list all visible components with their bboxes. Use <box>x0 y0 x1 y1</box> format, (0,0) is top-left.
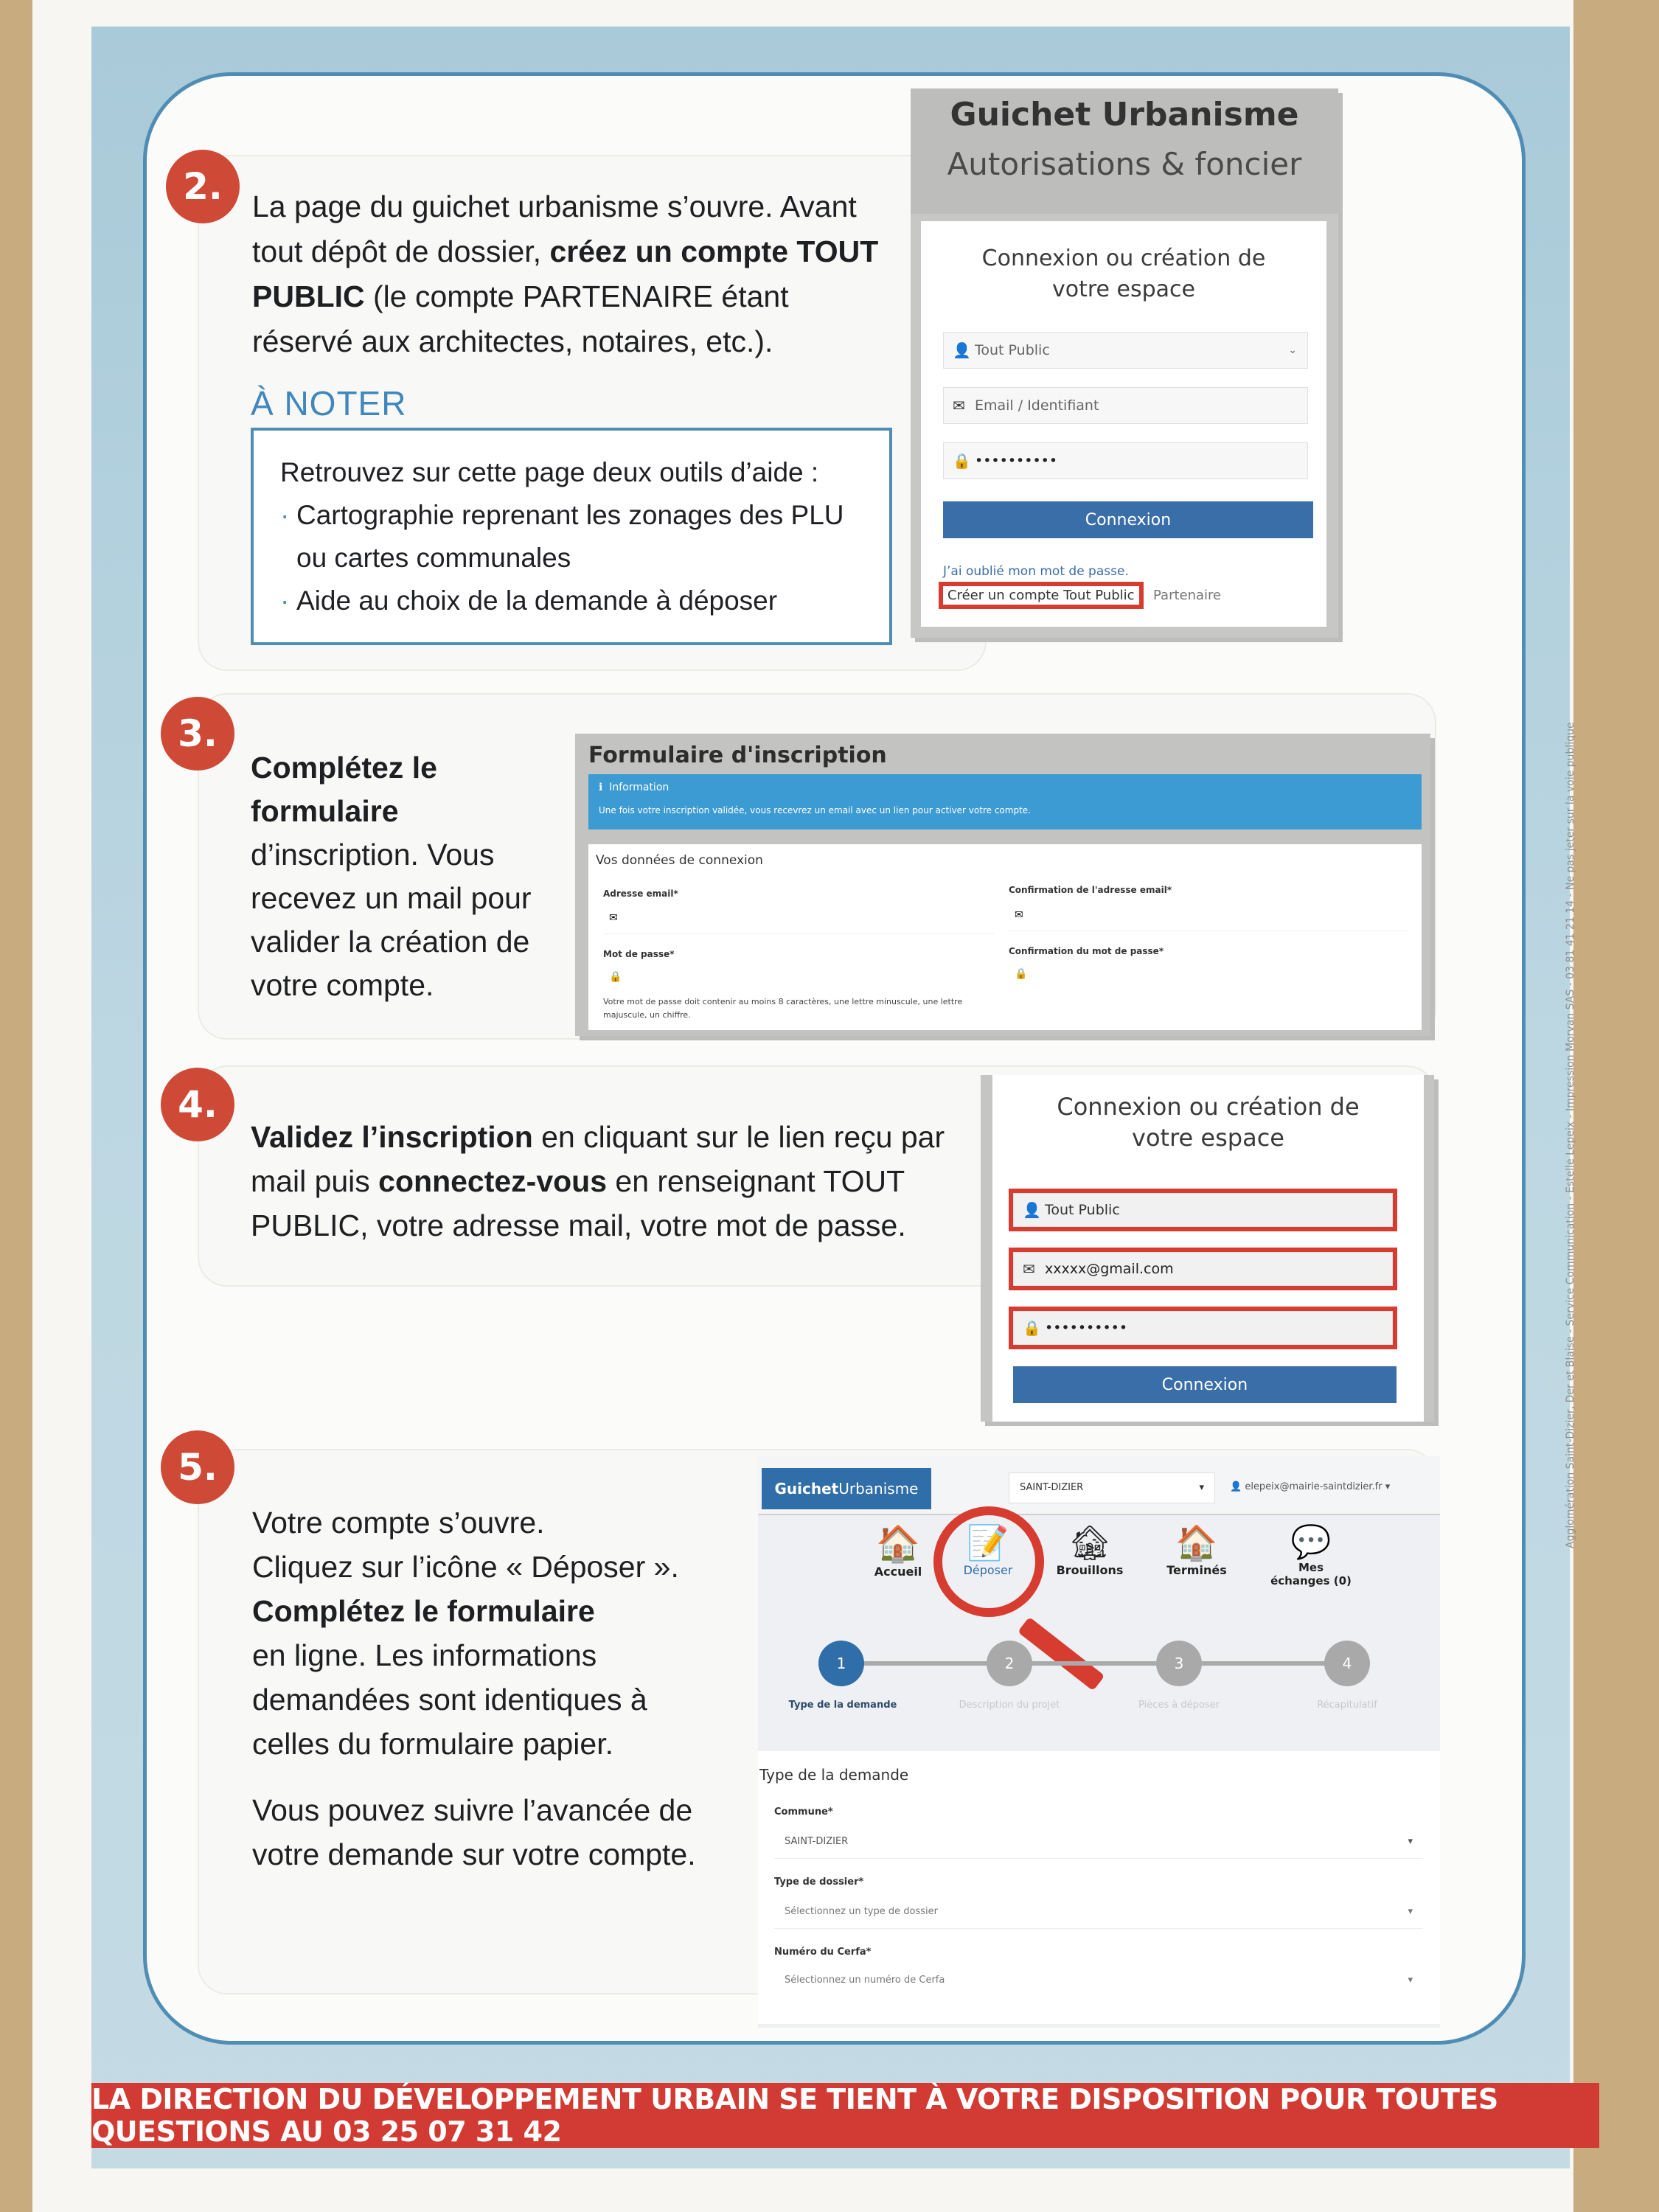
note-item-text: Cartographie reprenant les zonages des PLU ou cartes communales <box>296 500 844 573</box>
chevron-down-icon: ▾ <box>1408 1836 1413 1847</box>
account-email: elepeix@mairie-saintdizier.fr <box>1245 1481 1382 1492</box>
commune-select-value: SAINT-DIZIER <box>1020 1482 1084 1493</box>
email-placeholder: Email / Identifiant <box>975 397 1099 414</box>
password-value: •••••••••• <box>1045 1320 1128 1336</box>
nav-brouillons[interactable] <box>1046 1523 1134 1577</box>
app-title: Guichet Urbanisme <box>950 96 1299 133</box>
nav-label: Terminés <box>1166 1563 1227 1577</box>
nav-label: Brouillons <box>1056 1563 1124 1577</box>
step5-follow: Vous pouvez suivre l’avancée de votre demande sur votre compte. <box>252 1793 696 1871</box>
create-public-account-link[interactable]: Créer un compte Tout Public <box>943 586 1139 605</box>
step5-bold: Complétez le formulaire <box>252 1594 595 1628</box>
section-title: Vos données de connexion <box>596 853 763 868</box>
envelope-icon: ✉ <box>953 397 965 414</box>
chevron-down-icon: ▾ <box>1408 1975 1413 1986</box>
registration-form-screenshot <box>575 734 1430 1036</box>
password-field[interactable] <box>943 442 1308 479</box>
wizard-step-4[interactable]: 4 <box>1324 1641 1370 1686</box>
step4-text-b: en renseignant TOUT PUBLIC, votre adresse mail, votre mot de passe. <box>251 1164 906 1242</box>
step5-line1: Votre compte s’ouvre. <box>252 1506 545 1540</box>
step5-line3: en ligne. Les informations demandées sont identiques à celles du formulaire papier. <box>252 1638 647 1761</box>
step4-text-a: en cliquant sur le lien reçu par mail puis <box>251 1120 945 1198</box>
form-title: Type de la demande <box>759 1766 909 1784</box>
password-value: •••••••••• <box>975 453 1058 469</box>
step5-text <box>252 1500 724 1877</box>
dossier-select[interactable] <box>774 1895 1423 1929</box>
email-input[interactable]: ✉ <box>603 905 994 934</box>
note-intro: Retrouvez sur cette page deux outils d’aide : <box>280 457 819 487</box>
brand-bold: Guichet <box>774 1480 839 1498</box>
note-title: À NOTER <box>251 384 407 422</box>
nav-termines[interactable] <box>1156 1523 1237 1577</box>
home-icon: 🏠 <box>876 1523 920 1565</box>
lock-icon: 🔒 <box>953 452 971 470</box>
nav-icons <box>758 1515 1440 1618</box>
info-banner <box>588 774 1422 830</box>
step3-text <box>251 746 560 1007</box>
password-label: Mot de passe* <box>603 949 675 959</box>
chat-bubbles-icon: 💬 <box>1290 1523 1332 1561</box>
info-icon: ℹ <box>599 782 610 793</box>
form-title: Formulaire d'inscription <box>588 742 887 768</box>
portal-screenshot <box>758 1456 1440 2028</box>
wizard-label-2: Description du projet <box>959 1700 1060 1711</box>
portal-brand[interactable] <box>762 1468 931 1509</box>
password-input[interactable]: 🔒 <box>609 971 622 983</box>
bullet-icon: · <box>280 585 290 616</box>
side-credits: Agglomération Saint-Dizier, Der et Blaise - Service Communication - Estelle Lepeix - Impression Morvan SAS - 03 81 41 21 14 - Ne pas jeter sur la voie publique <box>1565 722 1576 1548</box>
nav-echanges[interactable] <box>1252 1523 1370 1587</box>
connexion-button[interactable]: Connexion <box>1013 1366 1397 1403</box>
password-confirm-label: Confirmation du mot de passe* <box>1009 946 1164 956</box>
login-screenshot-step2 <box>911 88 1338 638</box>
profile-value: Tout Public <box>1045 1202 1120 1218</box>
nav-label: Accueil <box>874 1565 922 1579</box>
nav-label: Mes échanges (0) <box>1270 1561 1352 1587</box>
email-field[interactable] <box>943 387 1308 424</box>
note-item <box>280 494 863 580</box>
app-subtitle: Autorisations & foncier <box>947 146 1302 182</box>
password-hint: Votre mot de passe doit contenir au moins 8 caractères, une lettre minuscule, une lettre majuscule, un chiffre. <box>603 997 963 1020</box>
step5-line2: Cliquez sur l’icône « Déposer ». <box>252 1550 679 1584</box>
chevron-down-icon: ▾ <box>1382 1481 1391 1492</box>
step2-text-bold: créez un compte TOUT PUBLIC <box>252 234 879 313</box>
password-field[interactable] <box>1013 1311 1393 1345</box>
wizard-step-3[interactable]: 3 <box>1156 1641 1202 1686</box>
cerfa-placeholder: Sélectionnez un numéro de Cerfa <box>785 1975 945 1986</box>
commune-field[interactable] <box>774 1825 1423 1859</box>
commune-select[interactable] <box>1009 1472 1215 1503</box>
email-label: Adresse email* <box>603 888 678 899</box>
magnifier-highlight <box>933 1506 1044 1617</box>
login-title: Connexion ou création de votre espace <box>981 246 1266 302</box>
profile-select[interactable] <box>1013 1193 1393 1227</box>
email-confirm-input[interactable]: ✉ <box>1009 902 1407 931</box>
step2-text-b: (le compte PARTENAIRE étant réservé aux architectes, notaires, etc.). <box>252 279 789 358</box>
dossier-label: Type de dossier* <box>774 1877 864 1888</box>
note-item <box>280 580 863 622</box>
user-icon: 👤 <box>953 341 971 359</box>
partner-link[interactable]: Partenaire <box>1153 588 1222 603</box>
user-icon: 👤 <box>1230 1481 1245 1492</box>
info-label <box>599 782 669 793</box>
info-text: Une fois votre inscription validée, vous recevrez un email avec un lien pour activer votre compte. <box>599 805 1031 815</box>
step4-bold-validate: Validez l’inscription <box>251 1120 533 1154</box>
portal-topbar <box>758 1456 1440 1515</box>
nav-accueil[interactable] <box>861 1523 935 1579</box>
house-check-icon: 🏠 <box>1175 1523 1218 1562</box>
forgot-password-link[interactable]: J’ai oublié mon mot de passe. <box>943 564 1129 579</box>
step2-text-a: La page du guichet urbanisme s’ouvre. Avant tout dépôt de dossier, <box>252 189 857 268</box>
email-field[interactable] <box>1013 1252 1393 1286</box>
step3-number: 3. <box>161 697 234 771</box>
cerfa-select[interactable] <box>774 1964 1423 1997</box>
wizard-progress <box>758 1641 1440 1729</box>
app-header <box>911 88 1338 214</box>
info-label-text: Information <box>609 782 669 793</box>
cerfa-label: Numéro du Cerfa* <box>774 1947 872 1958</box>
step4-text <box>251 1115 970 1248</box>
password-confirm-input[interactable]: 🔒 <box>1015 968 1028 980</box>
profile-value: Tout Public <box>975 342 1050 358</box>
wizard-step-1[interactable]: 1 <box>818 1641 864 1686</box>
demand-form <box>758 1751 1440 2024</box>
wizard-label-1: Type de la demande <box>788 1700 897 1711</box>
commune-label: Commune* <box>774 1806 833 1818</box>
profile-select[interactable] <box>943 332 1308 369</box>
note-box <box>251 428 892 645</box>
form-edit-icon: 📝 <box>967 1523 1009 1562</box>
connection-data-panel <box>588 844 1422 1030</box>
step3-text-bold: Complétez le formulaire <box>251 751 437 828</box>
chevron-down-icon: ▾ <box>1199 1482 1204 1493</box>
step2-text <box>252 184 886 364</box>
login-panel <box>992 1075 1424 1422</box>
login-panel <box>921 221 1326 627</box>
step5-number: 5. <box>161 1430 234 1504</box>
login-screenshot-step4 <box>981 1075 1434 1422</box>
account-menu[interactable] <box>1230 1481 1390 1492</box>
connexion-button[interactable]: Connexion <box>943 501 1313 538</box>
wizard-step-2[interactable]: 2 <box>987 1641 1032 1686</box>
step2-number: 2. <box>166 150 240 223</box>
commune-value: SAINT-DIZIER <box>785 1836 849 1847</box>
chevron-down-icon: ▾ <box>1408 1906 1413 1917</box>
draft-house-icon: 🏚 <box>1068 1523 1112 1562</box>
email-confirm-label: Confirmation de l'adresse email* <box>1009 885 1172 895</box>
lock-icon: 🔒 <box>1023 1319 1041 1337</box>
nav-label: Déposer <box>963 1563 1013 1577</box>
note-item-text: Aide au choix de la demande à déposer <box>296 585 778 616</box>
footer-banner: LA DIRECTION DU DÉVELOPPEMENT URBAIN SE TIENT À VOTRE DISPOSITION POUR TOUTES QUESTIONS AU 03 25 07 31 42 <box>91 2083 1599 2148</box>
brand-rest: Urbanisme <box>838 1480 919 1498</box>
login-title: Connexion ou création de votre espace <box>1057 1093 1360 1152</box>
step4-number: 4. <box>161 1068 234 1141</box>
dossier-placeholder: Sélectionnez un type de dossier <box>785 1906 938 1917</box>
wizard-label-4: Récapitulatif <box>1317 1700 1377 1711</box>
step4-bold-connect: connectez-vous <box>378 1164 608 1198</box>
chevron-down-icon: ⌄ <box>1288 344 1297 356</box>
bullet-icon: · <box>280 500 290 530</box>
step3-text-body: d’inscription. Vous recevez un mail pour valider la création de votre compte. <box>251 838 532 1002</box>
wizard-label-3: Pièces à déposer <box>1138 1700 1220 1711</box>
progress-line <box>839 1661 1370 1666</box>
email-value: xxxxx@gmail.com <box>1045 1261 1174 1277</box>
envelope-icon: ✉ <box>1023 1260 1035 1278</box>
user-icon: 👤 <box>1023 1201 1041 1219</box>
